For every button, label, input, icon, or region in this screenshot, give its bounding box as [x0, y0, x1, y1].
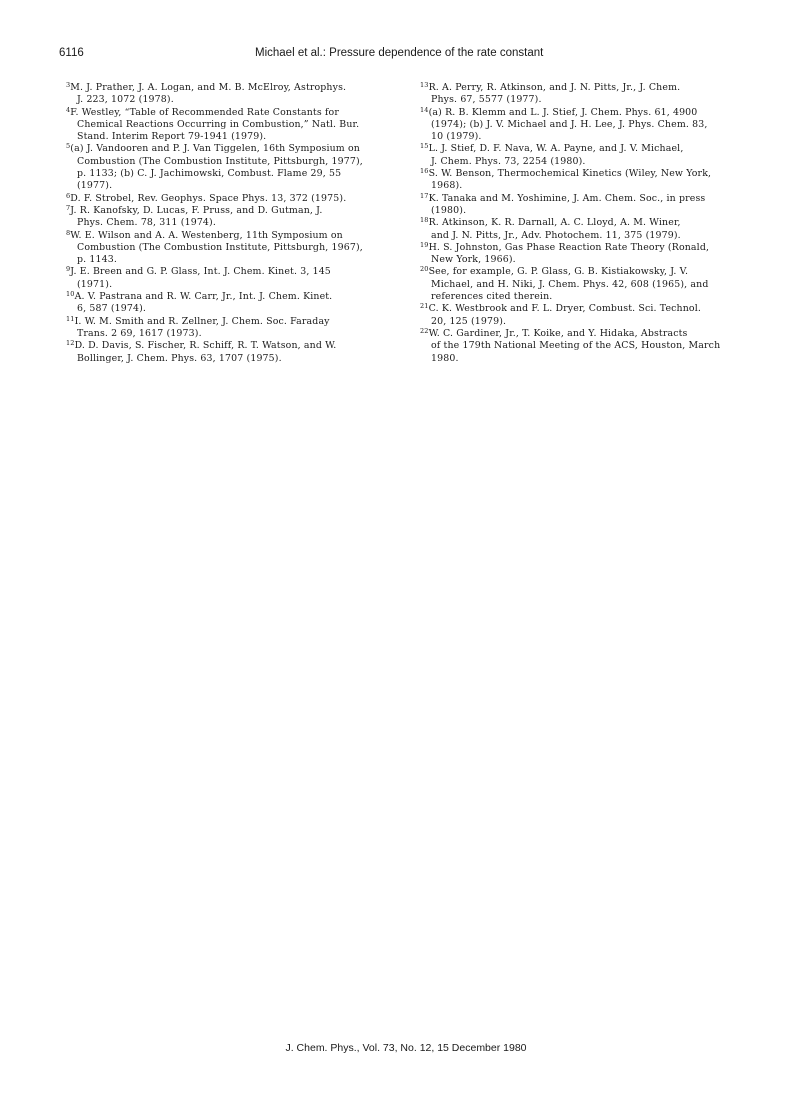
reference-line — [66, 168, 406, 180]
reference-text: L. J. Stief, D. F. Nava, W. A. Payne, and J. V. Michael, — [428, 143, 684, 155]
reference-item — [66, 266, 406, 291]
reference-number: 12 — [66, 339, 75, 348]
reference-line — [66, 242, 406, 254]
reference-item — [420, 107, 762, 144]
reference-text: 10 (1979). — [431, 131, 482, 143]
reference-text: (1971). — [77, 278, 113, 290]
reference-item — [420, 242, 762, 267]
reference-line — [66, 193, 406, 205]
reference-line — [420, 254, 762, 266]
reference-item — [66, 230, 406, 267]
reference-text: Chemical Reactions Occurring in Combustion,” Natl. Bur. — [77, 118, 360, 130]
reference-item — [420, 143, 762, 168]
reference-text: Bollinger, J. Chem. Phys. 63, 1707 (1975). — [77, 352, 282, 364]
reference-line — [420, 107, 762, 119]
reference-line — [66, 291, 406, 303]
reference-text: Trans. 2 69, 1617 (1973). — [77, 327, 202, 339]
reference-line — [66, 303, 406, 315]
reference-text: W. C. Gardiner, Jr., T. Koike, and Y. Hidaka, Abstracts — [428, 327, 688, 339]
reference-item — [66, 143, 406, 192]
reference-number: 6 — [66, 191, 71, 200]
reference-text: New York, 1966). — [431, 254, 516, 266]
reference-number: 20 — [420, 265, 429, 274]
reference-number: 19 — [420, 240, 429, 249]
reference-text: J. 223, 1072 (1978). — [77, 94, 174, 106]
reference-item — [66, 107, 406, 144]
reference-line — [420, 266, 762, 278]
reference-text: D. F. Strobel, Rev. Geophys. Space Phys. 13, 372 (1975). — [70, 192, 347, 204]
reference-line — [66, 156, 406, 168]
reference-number: 15 — [420, 142, 429, 151]
reference-item — [420, 328, 762, 365]
reference-number: 10 — [66, 290, 75, 299]
reference-text: J. R. Kanofsky, D. Lucas, F. Pruss, and D. Gutman, J. — [70, 204, 323, 216]
reference-line — [420, 180, 762, 192]
reference-text: S. W. Benson, Thermochemical Kinetics (Wiley, New York, — [428, 168, 712, 180]
reference-item — [66, 82, 406, 107]
reference-number: 17 — [420, 191, 429, 200]
reference-text: F. Westley, “Table of Recommended Rate Constants for — [70, 106, 339, 118]
page-number: 6116 — [59, 47, 84, 59]
reference-text: Phys. Chem. 78, 311 (1974). — [77, 217, 216, 229]
reference-line — [420, 156, 762, 168]
reference-text: of the 179th National Meeting of the ACS, Houston, March — [431, 340, 721, 352]
reference-text: H. S. Johnston, Gas Phase Reaction Rate Theory (Ronald, — [428, 241, 710, 253]
reference-text: (1977). — [77, 180, 113, 192]
reference-text: Combustion (The Combustion Institute, Pittsburgh, 1977), — [77, 155, 363, 167]
reference-number: 7 — [66, 203, 71, 212]
reference-text: p. 1133; (b) C. J. Jachimowski, Combust. Flame 29, 55 — [77, 168, 342, 180]
reference-text: J. E. Breen and G. P. Glass, Int. J. Chem. Kinet. 3, 145 — [70, 266, 331, 278]
reference-line — [420, 217, 762, 229]
reference-line — [420, 131, 762, 143]
reference-number: 4 — [66, 105, 71, 114]
reference-text: D. D. Davis, S. Fischer, R. Schiff, R. T. Watson, and W. — [74, 340, 337, 352]
reference-text: M. J. Prather, J. A. Logan, and M. B. McElroy, Astrophys. — [70, 82, 347, 93]
reference-text: Combustion (The Combustion Institute, Pittsburgh, 1967), — [77, 241, 363, 253]
reference-line — [420, 279, 762, 291]
reference-number: 8 — [66, 228, 71, 237]
running-title: Michael et al.: Pressure dependence of the rate constant — [255, 47, 544, 59]
reference-text: 6, 587 (1974). — [77, 303, 147, 315]
reference-number: 16 — [420, 167, 429, 176]
reference-item — [66, 193, 406, 205]
reference-line — [66, 279, 406, 291]
reference-number: 5 — [66, 142, 71, 151]
reference-line — [66, 254, 406, 266]
reference-item — [66, 340, 406, 365]
reference-text: Phys. 67, 5577 (1977). — [431, 94, 542, 106]
reference-text: (1980). — [431, 204, 467, 216]
reference-item — [66, 291, 406, 316]
references-right-column — [420, 82, 762, 365]
reference-number: 14 — [420, 105, 429, 114]
reference-line — [420, 119, 762, 131]
journal-footer: J. Chem. Phys., Vol. 73, No. 12, 15 December 1980 — [285, 1042, 527, 1054]
reference-text: 20, 125 (1979). — [431, 315, 507, 327]
reference-text: R. Atkinson, K. R. Darnall, A. C. Lloyd, A. M. Winer, — [428, 217, 681, 229]
reference-text: W. E. Wilson and A. A. Westenberg, 11th Symposium on — [70, 229, 343, 241]
reference-item — [420, 82, 762, 107]
reference-text: p. 1143. — [77, 254, 117, 266]
reference-number: 21 — [420, 302, 429, 311]
reference-text: A. V. Pastrana and R. W. Carr, Jr., Int. J. Chem. Kinet. — [74, 291, 333, 303]
reference-text: R. A. Perry, R. Atkinson, and J. N. Pitts, Jr., J. Chem. — [428, 82, 681, 93]
reference-number: 3 — [66, 81, 71, 89]
reference-line — [420, 316, 762, 328]
reference-number: 13 — [420, 81, 429, 89]
reference-text: K. Tanaka and M. Yoshimine, J. Am. Chem. Soc., in press — [428, 192, 706, 204]
reference-text: 1968). — [431, 180, 463, 192]
reference-line — [66, 82, 406, 94]
reference-number: 18 — [420, 216, 429, 225]
reference-line — [66, 143, 406, 155]
reference-line — [66, 328, 406, 340]
reference-line — [66, 180, 406, 192]
reference-item — [420, 217, 762, 242]
reference-line — [420, 230, 762, 242]
reference-text: (a) J. Vandooren and P. J. Van Tiggelen, 16th Symposium on — [70, 143, 360, 155]
reference-line — [66, 205, 406, 217]
reference-line — [66, 266, 406, 278]
reference-line — [66, 131, 406, 143]
reference-line — [420, 242, 762, 254]
reference-text: 1980. — [431, 352, 459, 364]
reference-line — [66, 316, 406, 328]
reference-text: J. Chem. Phys. 73, 2254 (1980). — [431, 155, 586, 167]
reference-line — [420, 82, 762, 94]
reference-line — [420, 205, 762, 217]
reference-line — [66, 94, 406, 106]
reference-line — [66, 107, 406, 119]
reference-text: Stand. Interim Report 79-1941 (1979). — [77, 131, 267, 143]
reference-line — [420, 353, 762, 365]
reference-line — [66, 340, 406, 352]
reference-text: (1974); (b) J. V. Michael and J. H. Lee, J. Phys. Chem. 83, — [431, 118, 708, 130]
reference-line — [420, 168, 762, 180]
reference-item — [420, 266, 762, 303]
reference-text: references cited therein. — [431, 291, 553, 303]
reference-line — [420, 291, 762, 303]
references-left-column — [66, 82, 406, 365]
reference-line — [420, 340, 762, 352]
page-header — [59, 43, 659, 63]
reference-number: 22 — [420, 326, 429, 335]
reference-line — [66, 119, 406, 131]
reference-item — [66, 316, 406, 341]
reference-text: See, for example, G. P. Glass, G. B. Kistiakowsky, J. V. — [428, 266, 689, 278]
reference-item — [420, 303, 762, 328]
reference-text: C. K. Westbrook and F. L. Dryer, Combust. Sci. Technol. — [428, 303, 702, 315]
reference-number: 9 — [66, 265, 71, 274]
reference-number: 11 — [66, 314, 75, 323]
reference-text: and J. N. Pitts, Jr., Adv. Photochem. 11, 375 (1979). — [431, 229, 681, 241]
reference-item — [66, 205, 406, 230]
reference-item — [420, 168, 762, 193]
reference-line — [420, 193, 762, 205]
reference-text: Michael, and H. Niki, J. Chem. Phys. 42, 608 (1965), and — [431, 278, 709, 290]
reference-line — [66, 217, 406, 229]
reference-text: (a) R. B. Klemm and L. J. Stief, J. Chem. Phys. 61, 4900 — [428, 106, 698, 118]
reference-line — [420, 303, 762, 315]
reference-text: I. W. M. Smith and R. Zellner, J. Chem. Soc. Faraday — [74, 315, 330, 327]
reference-item — [420, 193, 762, 218]
reference-line — [420, 94, 762, 106]
reference-line — [420, 328, 762, 340]
reference-line — [420, 143, 762, 155]
reference-line — [66, 230, 406, 242]
reference-line — [66, 353, 406, 365]
